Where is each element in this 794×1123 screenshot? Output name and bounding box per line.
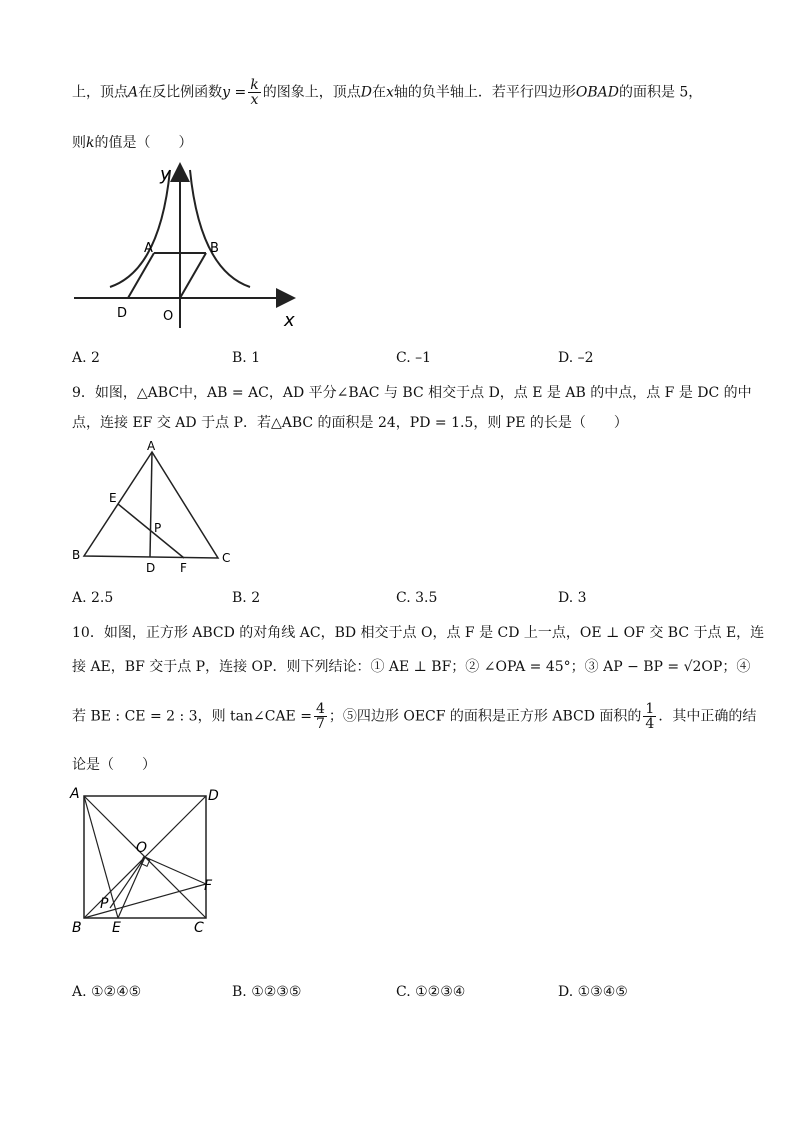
q9-line1: 9．如图，△ABC中，AB = AC，AD 平分∠BAC 与 BC 相交于点 D，点 E 是 AB 的中点，点 F 是 DC 的中 — [72, 385, 752, 401]
q9-segment-ad — [150, 452, 152, 557]
q10-option-a[interactable]: A. ①②④⑤ — [72, 984, 142, 1000]
q10-line3 — [72, 702, 756, 731]
q8-option-a[interactable]: A. 2 — [72, 350, 100, 366]
q10-frac-num: 4 — [315, 701, 325, 717]
q9-label-f: F — [180, 561, 187, 575]
q8-text: 在 — [371, 84, 386, 101]
q9-label-a: A — [147, 440, 156, 453]
q10-label-o: O — [136, 840, 148, 856]
q8-option-b[interactable]: B. 1 — [232, 350, 261, 366]
q9-line2: 点，连接 EF 交 AD 于点 P．若△ABC 的面积是 24，PD = 1.5，则 PE 的长是（ ） — [72, 415, 628, 431]
q8-line1 — [72, 78, 702, 107]
q10-line1: 10．如图，正方形 ABCD 的对角线 AC，BD 相交于点 O，点 F 是 CD 上一点，OE ⊥ OF 交 BC 于点 E，连 — [72, 625, 765, 641]
q8-text: 轴的负半轴上．若平行四边形 — [393, 84, 576, 101]
q10-label-c: C — [194, 920, 204, 936]
q8-var-obad: OBAD — [575, 84, 619, 101]
q9-option-b[interactable]: B. 2 — [232, 590, 261, 606]
q10-text: 若 BE : CE = 2 : 3，则 tan∠CAE = — [72, 708, 312, 725]
q10-line4: 论是（ ） — [72, 757, 156, 773]
q10-fraction-1-4 — [643, 702, 656, 731]
q8-text: 的面积是 5， — [618, 84, 703, 101]
q9-option-c[interactable]: C. 3.5 — [396, 590, 438, 606]
q8-figure — [70, 160, 310, 340]
q8-func-lhs: y = — [222, 84, 247, 101]
q9-figure — [70, 440, 240, 580]
q8-curve-right — [190, 170, 250, 287]
q8-var-a: A — [128, 84, 139, 101]
q8-curve-left — [110, 170, 170, 287]
q9-label-b: B — [72, 548, 81, 562]
q10-segment-oe — [118, 857, 145, 918]
q8-text: 上，顶点 — [72, 84, 128, 101]
q10-label-e: E — [112, 920, 121, 936]
q10-text: ．其中正确的结 — [658, 708, 757, 725]
q10-segment-of — [145, 857, 206, 884]
q9-label-d: D — [146, 561, 156, 575]
q8-segment-ob — [180, 253, 206, 298]
q10-line2: 接 AE，BF 交于点 P，连接 OP．则下列结论：① AE ⊥ BF；② ∠OPA = 45°；③ AP − BP = √2OP；④ — [72, 659, 751, 675]
q8-label-y: y — [160, 164, 171, 185]
q8-option-c[interactable]: C. –1 — [396, 350, 432, 366]
q9-label-e: E — [109, 491, 117, 505]
q10-option-b[interactable]: B. ①②③⑤ — [232, 984, 302, 1000]
q8-text: 在反比例函数 — [138, 84, 223, 101]
q10-label-f: F — [204, 878, 213, 894]
q10-frac-den: 7 — [315, 716, 325, 732]
q8-label-o: O — [163, 309, 174, 324]
q8-func-num: k — [250, 77, 259, 93]
q10-option-d[interactable]: D. ①③④⑤ — [558, 984, 628, 1000]
q8-var-x: x — [385, 84, 394, 101]
q10-label-b: B — [72, 920, 82, 936]
q8-text: 则 — [72, 135, 86, 151]
q8-label-b: B — [210, 241, 219, 256]
q8-label-d: D — [117, 306, 128, 321]
q8-func-fraction — [248, 78, 260, 107]
q10-text: ；⑤四边形 OECF 的面积是正方形 ABCD 面积的 — [328, 708, 642, 725]
q8-var-k: k — [86, 135, 95, 151]
q9-label-c: C — [222, 551, 231, 565]
q10-label-p: P — [100, 896, 109, 912]
q8-text: 的值是（ ） — [94, 135, 193, 151]
q9-label-p: P — [154, 521, 162, 535]
q8-var-d: D — [360, 84, 372, 101]
q8-line2 — [72, 132, 192, 152]
q8-option-d[interactable]: D. –2 — [558, 350, 594, 366]
q8-segment-ad — [128, 253, 154, 298]
q10-fraction-4-7 — [314, 702, 327, 731]
q10-label-d: D — [208, 788, 219, 804]
q10-label-a: A — [70, 786, 80, 802]
q10-segment-op — [110, 857, 145, 908]
q8-label-a: A — [144, 241, 153, 256]
q8-text: 的图象上，顶点 — [262, 84, 361, 101]
q10-figure — [66, 782, 226, 942]
q9-option-a[interactable]: A. 2.5 — [72, 590, 114, 606]
q8-label-x: x — [284, 310, 295, 331]
q10-frac-den: 4 — [645, 716, 655, 732]
q10-frac-num: 1 — [645, 701, 655, 717]
q9-option-d[interactable]: D. 3 — [558, 590, 587, 606]
q10-option-c[interactable]: C. ①②③④ — [396, 984, 466, 1000]
q8-func-den: x — [250, 92, 259, 108]
